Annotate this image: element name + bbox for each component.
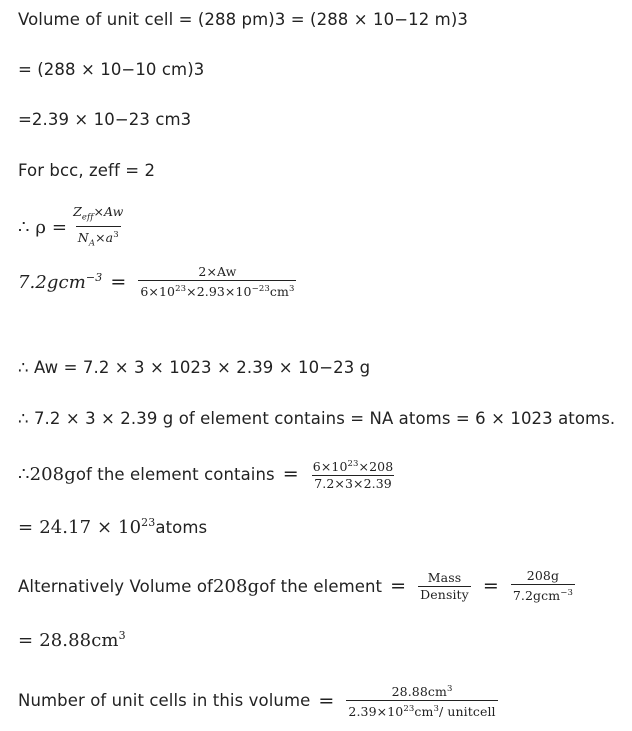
den-part: 6×10 [140,284,176,300]
aw-fraction [138,265,296,299]
superscript: 3 [113,229,119,240]
equals-sign: = [390,575,407,598]
text: =2.39 × 10−23 cm3 [18,110,192,129]
equals-sign: = [18,516,34,538]
density-substitution-line [18,265,300,299]
text: Alternatively Volume of [18,576,213,596]
numerator [311,457,396,475]
superscript: −3 [560,588,573,598]
mass-over-density-fraction [511,569,575,603]
volume-result-line [18,110,191,129]
unit-cells-fraction [346,682,497,719]
mass-value: 208g [212,575,260,597]
den-part: / unitcell [438,704,496,720]
text: For bcc, zeff = 2 [18,161,156,180]
den-rest: ×a [95,229,114,245]
value-text: 28.88cm [39,630,119,651]
numerator: Mass [427,569,462,585]
subscript: A [88,238,96,249]
superscript: 23 [403,704,415,715]
den-part: 2.39×10 [348,704,404,720]
den-text: 7.2gcm [512,588,561,604]
denominator [511,584,575,603]
superscript: −3 [85,271,103,285]
superscript: 3 [446,684,453,694]
therefore-symbol: ∴ [18,463,30,485]
density-lhs: ∴ ρ = [18,217,68,239]
volume-result-cm3-line [18,629,126,651]
num-rest: ×Aw [93,204,124,219]
atoms-value [39,516,155,538]
density-fraction [71,205,125,250]
equals-sign: = [282,463,299,486]
den-part: cm [414,704,434,720]
atoms-result-line [18,516,207,538]
volume-unit-cell-line [18,10,468,29]
z-symbol: Z [73,204,82,219]
density-value [18,271,102,293]
equals-sign: = [18,629,34,651]
text: ∴ Aw = 7.2 × 3 × 1023 × 2.39 × 10−23 g [18,358,371,377]
aw-result-line [18,358,370,377]
denominator [138,280,296,299]
element-mass-line [18,409,615,428]
mass-value: 208g [29,463,76,485]
atoms-in-208g-line [18,457,399,491]
superscript: −23 [251,284,270,294]
equals-sign: = [318,689,335,712]
num-part: 6×10 [312,459,348,475]
text: = (288 × 10−10 cm)3 [18,60,205,79]
superscript: 23 [141,516,156,529]
denominator [76,226,121,251]
numerator: 208g [526,568,560,583]
n-symbol: N [77,229,89,245]
numerator [390,682,455,700]
lhs-text: 7.2gcm [18,272,86,294]
numerator: 2×Aw [198,264,237,279]
numerator [71,205,125,226]
text: of the element contains [75,464,275,484]
equals-sign: = [482,575,499,598]
bcc-zeff-line [18,161,155,180]
text: ∴ 7.2 × 3 × 2.39 g of element contains = NA atoms = 6 × 1023 atoms. [18,409,616,428]
unit-text: atoms [155,517,208,537]
mass-density-fraction [418,571,471,602]
text: of the element [259,576,383,596]
subscript: eff [81,212,94,223]
num-part: ×208 [358,459,394,475]
alternative-volume-line [18,569,579,603]
volume-value [39,629,126,651]
den-part: ×2.93×10 [186,284,252,300]
den-part: cm [269,284,289,300]
superscript: 23 [347,459,359,469]
num-text: 28.88cm [391,684,447,700]
density-formula-line [18,205,129,250]
denominator: Density [420,586,469,602]
denominator: 7.2×3×2.39 [314,476,392,492]
superscript: 3 [288,284,295,294]
equals-sign: = [110,271,127,294]
text: Volume of unit cell = (288 pm)3 = (288 × 10−12 m)3 [18,10,468,29]
atoms-fraction [311,457,396,491]
volume-cm-line [18,60,204,79]
superscript: 23 [175,284,187,294]
text: Number of unit cells in this volume [18,691,311,711]
superscript: 3 [433,704,439,715]
superscript: 3 [118,629,126,642]
unit-cells-count-line [18,682,502,719]
denominator [346,700,497,719]
value-text: 24.17 × 10 [39,517,142,538]
